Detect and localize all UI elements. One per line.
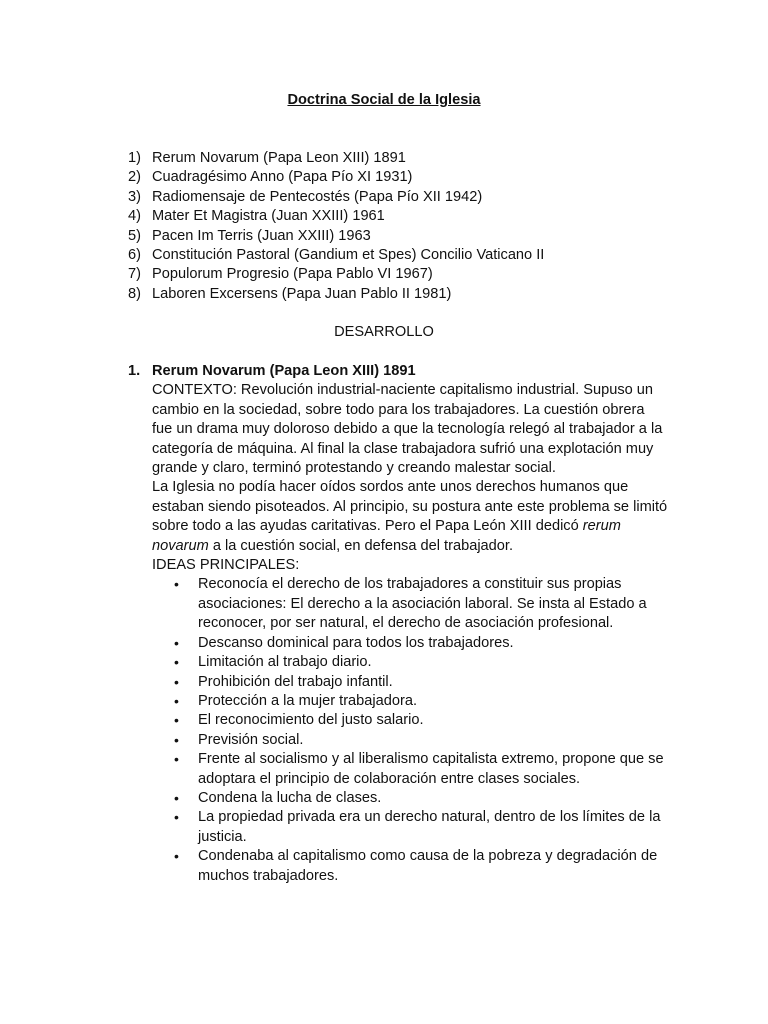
toc-item: [128, 246, 728, 265]
toc-text: Constitución Pastoral (Gandium et Spes) Concilio Vaticano II: [152, 246, 545, 263]
table-of-contents: [128, 149, 728, 304]
toc-text: Radiomensaje de Pentecostés (Papa Pío XII 1942): [152, 188, 483, 205]
bullet-icon: •: [174, 848, 179, 865]
idea-item: [174, 847, 668, 886]
toc-item: [128, 285, 728, 304]
toc-text: Cuadragésimo Anno (Papa Pío XI 1931): [152, 169, 413, 186]
toc-text: Rerum Novarum (Papa Leon XIII) 1891: [152, 150, 406, 166]
section-1-title: Rerum Novarum (Papa Leon XIII) 1891: [152, 363, 416, 379]
contexto-paragraph: CONTEXTO: Revolución industrial-naciente capitalismo industrial. Supuso un cambio en la sociedad, sobre todo para los trabajadores. La cuestión obrera fue un drama muy doloroso debido a que la tecnología relegó al trabajador a la categoría de máquina. Al final la clase trabajadora sufrió una explotación muy grande y claro, terminó protestando y creando malestar social.: [152, 382, 663, 477]
toc-number: 5): [128, 227, 141, 244]
toc-number: 8): [128, 285, 141, 302]
idea-text: Condena la lucha de clases.: [198, 789, 382, 806]
iglesia-text-start: La Iglesia no podía hacer oídos sordos ante unos derechos humanos que estaban siendo pisoteados. Al principio, su postura ante este problema se limitó sobre todo a las ayudas caritativas. Pero el Papa León XIII dedicó: [152, 479, 668, 535]
idea-text: Frente al socialismo y al liberalismo capitalista extremo, propone que se adoptara el principio de colaboración entre clases sociales.: [198, 751, 664, 787]
toc-text: Pacen Im Terris (Juan XXIII) 1963: [152, 227, 371, 244]
bullet-icon: •: [174, 789, 179, 806]
toc-number: 3): [128, 188, 141, 205]
bullet-icon: •: [174, 576, 179, 593]
bullet-icon: •: [174, 673, 179, 690]
bullet-icon: •: [174, 634, 179, 651]
idea-item: [174, 789, 668, 808]
section-1-heading: [128, 362, 668, 381]
section-1: [128, 362, 668, 886]
document-title: Doctrina Social de la Iglesia: [287, 92, 481, 108]
idea-item: [174, 711, 668, 730]
bullet-icon: •: [174, 731, 179, 748]
iglesia-paragraph: [152, 478, 668, 556]
bullet-icon: •: [174, 809, 179, 826]
idea-text: La propiedad privada era un derecho natural, dentro de los límites de la justicia.: [198, 809, 661, 845]
idea-item: [174, 673, 668, 692]
toc-item: [128, 168, 728, 187]
toc-text: Populorum Progresio (Papa Pablo VI 1967): [152, 266, 433, 283]
idea-text: Reconocía el derecho de los trabajadores a constituir sus propias asociaciones: El derecho a la asociación laboral. Se insta al Estado a reconocer, por ser natural, el derecho de asociación profesional.: [198, 576, 647, 632]
idea-text: Prohibición del trabajo infantil.: [198, 673, 393, 690]
toc-item: [128, 207, 728, 226]
toc-item: [128, 188, 728, 207]
iglesia-italic-term: rerum novarum: [152, 518, 621, 554]
section-1-number: 1.: [128, 363, 141, 379]
ideas-list: [152, 575, 668, 886]
bullet-icon: •: [174, 712, 179, 729]
toc-item: [128, 227, 728, 246]
idea-item: [174, 750, 668, 789]
section-heading: DESARROLLO: [334, 324, 434, 340]
toc-item: [128, 149, 728, 168]
bullet-icon: •: [174, 751, 179, 768]
idea-text: Descanso dominical para todos los trabajadores.: [198, 634, 514, 651]
idea-item: [174, 692, 668, 711]
idea-item: [174, 575, 668, 633]
bullet-icon: •: [174, 692, 179, 709]
idea-text: Previsión social.: [198, 731, 304, 748]
toc-number: 7): [128, 266, 141, 283]
idea-text: Protección a la mujer trabajadora.: [198, 692, 418, 709]
idea-item: [174, 731, 668, 750]
section-1-body: [152, 381, 668, 886]
toc-item: [128, 265, 728, 284]
iglesia-text-end: a la cuestión social, en defensa del trabajador.: [208, 537, 514, 554]
idea-item: [174, 653, 668, 672]
toc-number: 4): [128, 208, 141, 225]
idea-text: Limitación al trabajo diario.: [198, 654, 372, 671]
bullet-icon: •: [174, 654, 179, 671]
idea-item: [174, 808, 668, 847]
toc-number: 1): [128, 150, 141, 166]
toc-text: Mater Et Magistra (Juan XXIII) 1961: [152, 208, 385, 225]
toc-number: 2): [128, 169, 141, 186]
toc-number: 6): [128, 246, 141, 263]
idea-item: [174, 634, 668, 653]
idea-text: El reconocimiento del justo salario.: [198, 712, 424, 729]
ideas-label: IDEAS PRINCIPALES:: [152, 557, 300, 574]
toc-text: Laboren Excersens (Papa Juan Pablo II 1981): [152, 285, 452, 302]
idea-text: Condenaba al capitalismo como causa de la pobreza y degradación de muchos trabajadores.: [198, 848, 658, 884]
